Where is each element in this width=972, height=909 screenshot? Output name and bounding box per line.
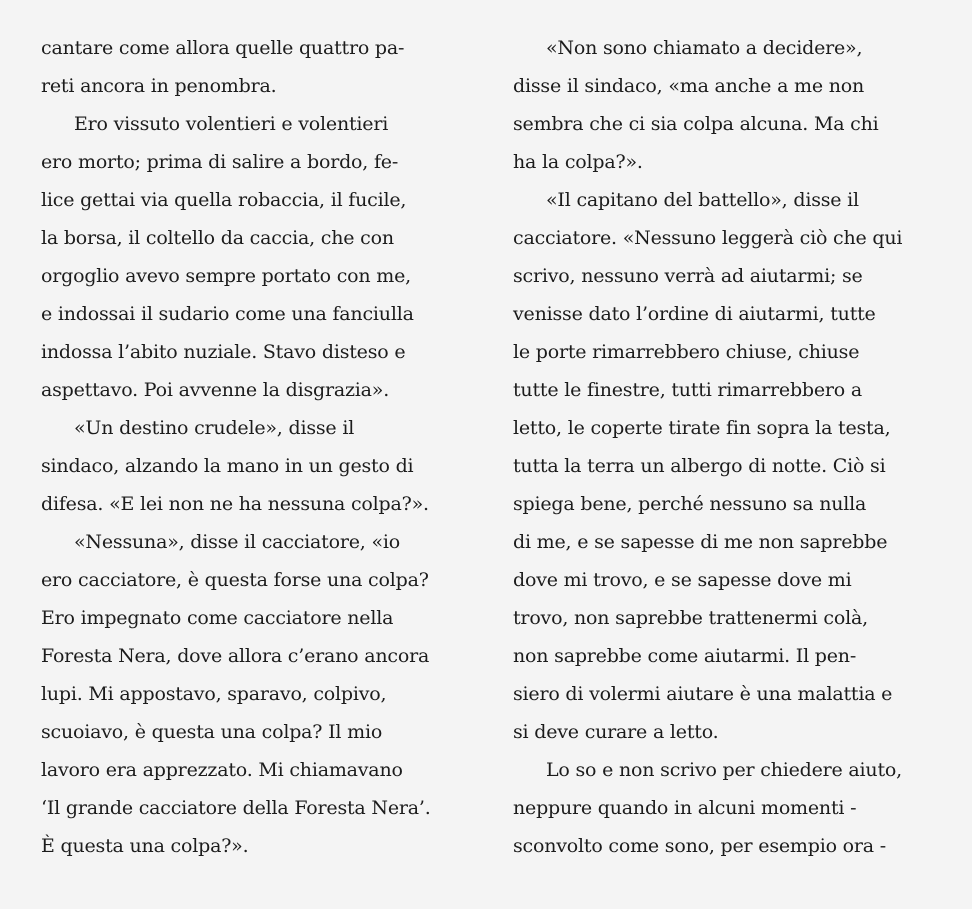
text-line: lavoro era apprezzato. Mi chiamavano xyxy=(41,759,403,781)
text-line: di me, e se sapesse di me non saprebbe xyxy=(513,531,888,553)
text-line: Lo so e non scrivo per chiedere aiuto, xyxy=(546,759,902,781)
text-line: si deve curare a letto. xyxy=(513,721,719,743)
text-line: ha la colpa?». xyxy=(513,151,643,173)
text-line: Ero impegnato come cacciatore nella xyxy=(41,607,394,629)
text-line: È questa una colpa?». xyxy=(41,835,249,857)
text-line: dove mi trovo, e se sapesse dove mi xyxy=(513,569,852,591)
text-line: «Il capitano del battello», disse il xyxy=(546,189,859,211)
text-line: spiega bene, perché nessuno sa nulla xyxy=(513,493,867,515)
text-line: sindaco, alzando la mano in un gesto di xyxy=(41,455,414,477)
text-line: tutta la terra un albergo di notte. Ciò si xyxy=(513,455,886,477)
text-line: cacciatore. «Nessuno leggerà ciò che qui xyxy=(513,227,903,249)
text-line: siero di volermi aiutare è una malattia e xyxy=(513,683,893,705)
text-column-left xyxy=(41,29,471,865)
text-line: venisse dato l’ordine di aiutarmi, tutte xyxy=(513,303,876,325)
text-line: neppure quando in alcuni momenti - xyxy=(513,797,857,819)
text-line: «Un destino crudele», disse il xyxy=(74,417,355,439)
text-line: sconvolto come sono, per esempio ora - xyxy=(513,835,886,857)
text-line: orgoglio avevo sempre portato con me, xyxy=(41,265,411,287)
text-line: letto, le coperte tirate fin sopra la testa, xyxy=(513,417,891,439)
text-line: «Non sono chiamato a decidere», xyxy=(546,37,863,59)
text-line: sembra che ci sia colpa alcuna. Ma chi xyxy=(513,113,879,135)
text-line: Foresta Nera, dove allora c’erano ancora xyxy=(41,645,430,667)
text-line: aspettavo. Poi avvenne la disgrazia». xyxy=(41,379,390,401)
text-line: indossa l’abito nuziale. Stavo disteso e xyxy=(41,341,406,363)
text-line: lupi. Mi appostavo, sparavo, colpivo, xyxy=(41,683,387,705)
text-line: scrivo, nessuno verrà ad aiutarmi; se xyxy=(513,265,863,287)
text-line: difesa. «E lei non ne ha nessuna colpa?». xyxy=(41,493,429,515)
text-line: Ero vissuto volentieri e volentieri xyxy=(74,113,389,135)
text-line: e indossai il sudario come una fanciulla xyxy=(41,303,414,325)
text-line: cantare come allora quelle quattro pa- xyxy=(41,37,405,59)
text-line: reti ancora in penombra. xyxy=(41,75,277,97)
text-line: la borsa, il coltello da caccia, che con xyxy=(41,227,394,249)
text-line: trovo, non saprebbe trattenermi colà, xyxy=(513,607,868,629)
text-line: scuoiavo, è questa una colpa? Il mio xyxy=(41,721,383,743)
text-line: ero cacciatore, è questa forse una colpa? xyxy=(41,569,429,591)
text-line: ‘Il grande cacciatore della Foresta Nera’. xyxy=(41,797,431,819)
text-line: tutte le finestre, tutti rimarrebbero a xyxy=(513,379,862,401)
text-column-right xyxy=(513,29,943,865)
text-line: disse il sindaco, «ma anche a me non xyxy=(513,75,865,97)
text-line: non saprebbe come aiutarmi. Il pen- xyxy=(513,645,857,667)
text-line: lice gettai via quella robaccia, il fucile, xyxy=(41,189,407,211)
text-line: le porte rimarrebbero chiuse, chiuse xyxy=(513,341,860,363)
text-line: «Nessuna», disse il cacciatore, «io xyxy=(74,531,400,553)
text-line: ero morto; prima di salire a bordo, fe- xyxy=(41,151,399,173)
